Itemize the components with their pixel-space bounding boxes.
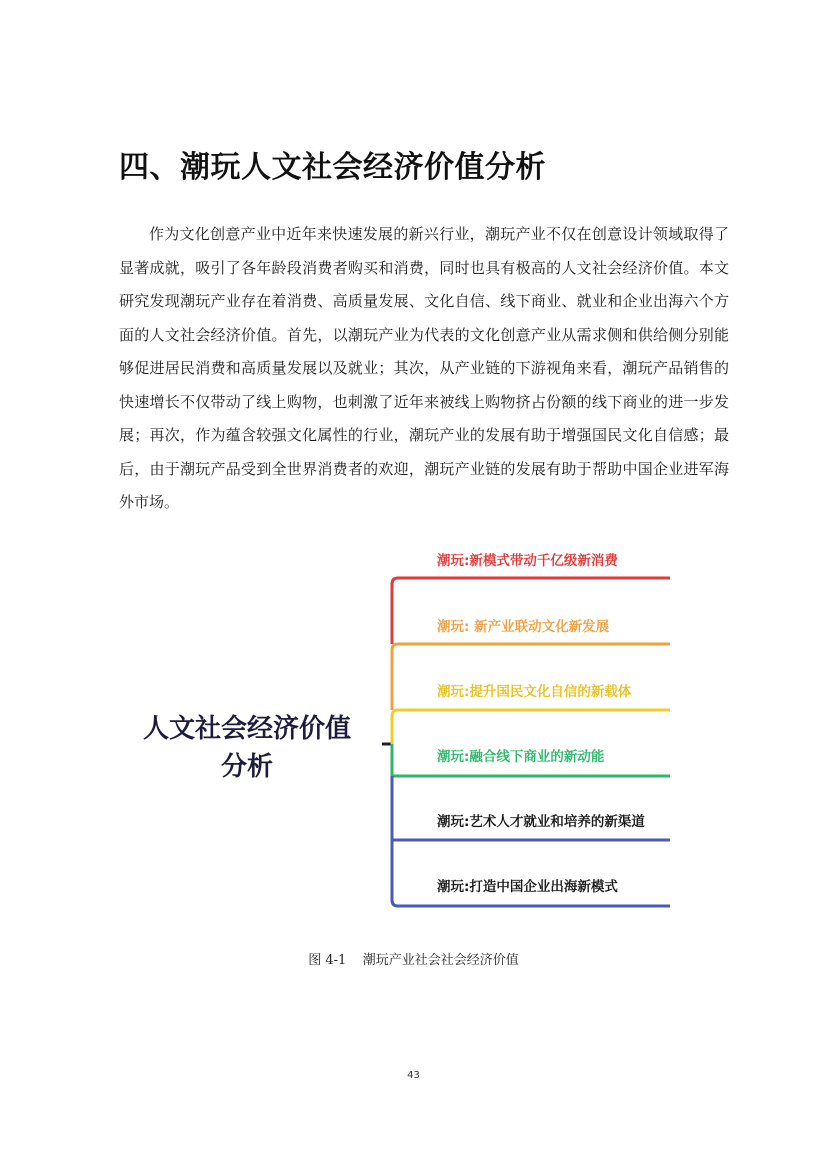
- branch-label-consumption: 潮玩:新模式带动千亿级新消费: [437, 553, 618, 569]
- branch-bracket-3: [392, 710, 670, 776]
- mind-map-root: [117, 710, 377, 786]
- branch-label-industry: 潮玩: 新产业联动文化新发展: [437, 619, 610, 635]
- branch-bracket-6: [392, 840, 670, 906]
- figure-caption: 图 4-1 潮玩产业社会社会经济价值: [308, 953, 519, 968]
- root-title-line1: 人文社会经济价值: [142, 714, 351, 744]
- page-number: 43: [407, 1070, 420, 1081]
- section-heading: 四、潮玩人文社会经济价值分析: [119, 150, 546, 185]
- branch-label-employment: 潮玩:艺术人才就业和培养的新渠道: [437, 814, 645, 830]
- mind-map-figure: [0, 540, 827, 920]
- branch-label-overseas: 潮玩:打造中国企业出海新模式: [437, 879, 618, 895]
- branch-label-culture: 潮玩:提升国民文化自信的新载体: [437, 684, 632, 700]
- root-title-line2: 分析: [220, 752, 273, 782]
- body-paragraph: 作为文化创意产业中近年来快速发展的新兴行业，潮玩产业不仅在创意设计领域取得了显著成就，吸引了各年龄段消费者购买和消费，同时也具有极高的人文社会经济价值。本文研究发现潮玩产业存在着消费、高质量发展、文化自信、线下商业、就业和企业出海六个方面的人文社会经济价值。首先，以潮玩产业为代表的文化创意产业从需求侧和供给侧分别能够促进居民消费和高质量发展以及就业；其次，从产业链的下游视角来看，潮玩产品销售的快速增长不仅带动了线上购物，也刺激了近年来被线上购物挤占份额的线下商业的进一步发展；再次，作为蕴含较强文化属性的行业，潮玩产业的发展有助于增强国民文化自信感；最后，由于潮玩产品受到全世界消费者的欢迎，潮玩产业链的发展有助于帮助中国企业进军海外市场。: [119, 225, 729, 511]
- branch-label-offline: 潮玩:融合线下商业的新动能: [437, 749, 605, 765]
